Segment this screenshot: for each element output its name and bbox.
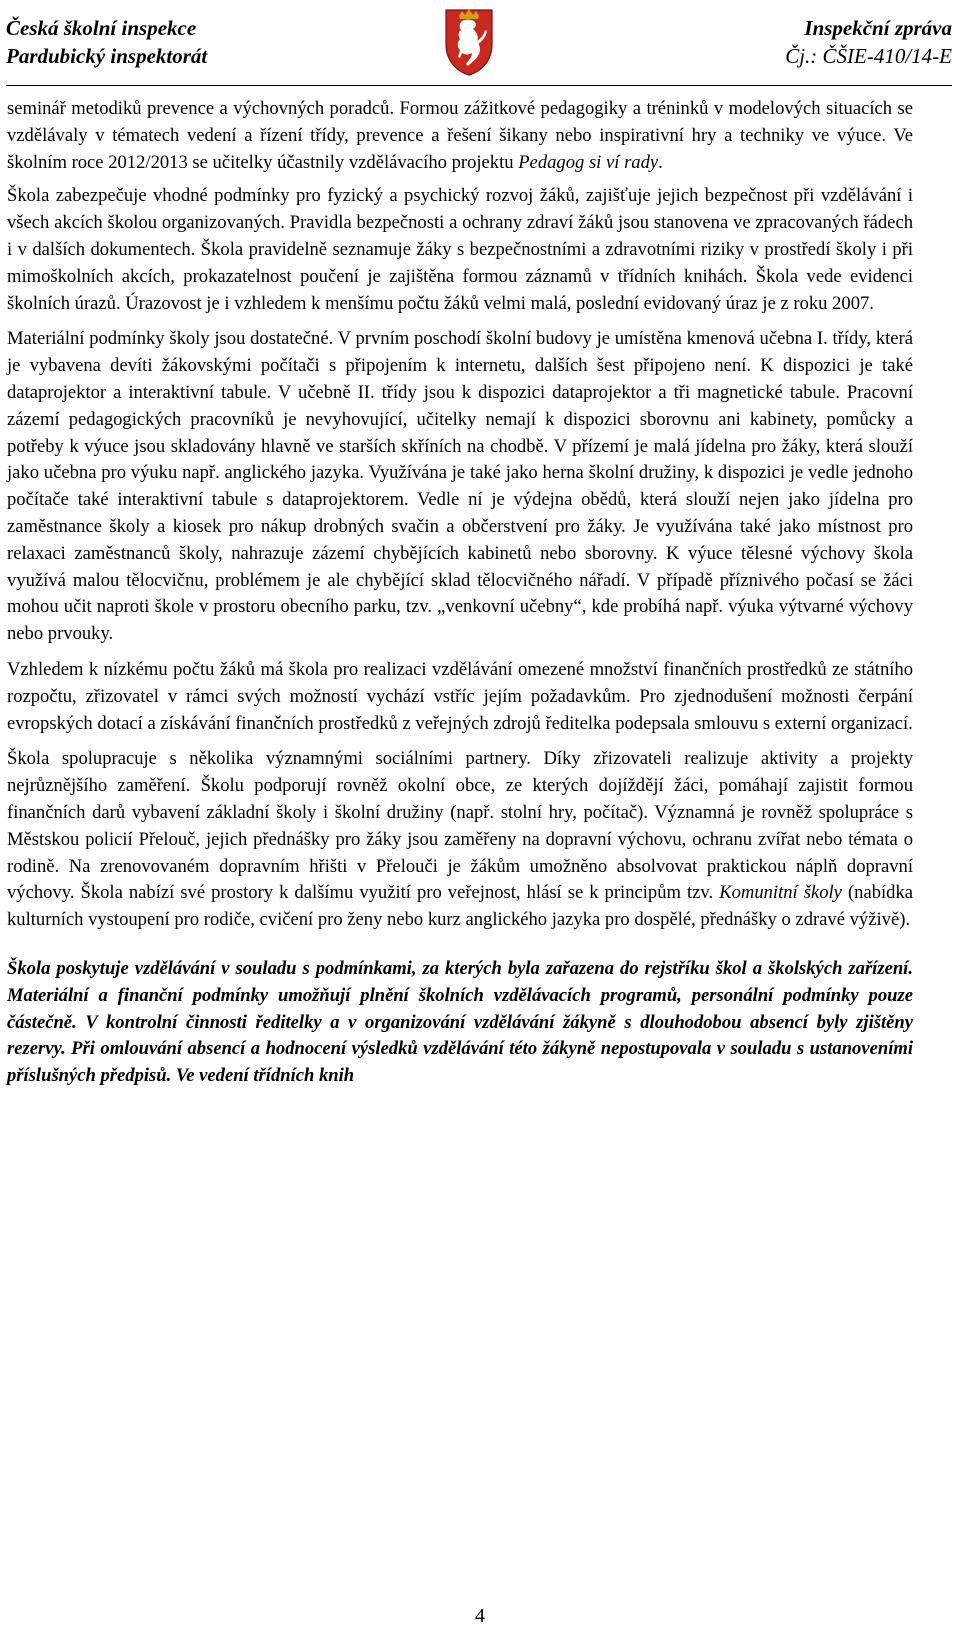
community-school-term: Komunitní školy bbox=[719, 882, 842, 904]
paragraph-conclusion: Škola poskytuje vzdělávání v souladu s podmínkami, za kterých byla zařazena do rejstříku škol a školských zařízení. Materiální a finanční podmínky umožňují plnění školních vzdělávacích programů, personální podmínky pouze částečně. V kontrolní činnosti ředitelky a v organizování vzdělávání žákyně s dlouhodobou absencí byly zjištěny rezervy. Při omlouvání absencí a hodnocení výsledků vzdělávání této žákyně nepostupovala v souladu s ustanoveními příslušných předpisů. Ve vedení třídních knih bbox=[7, 957, 913, 1087]
paragraph-text: Škola spolupracuje s několika významnými sociálními partnery. Díky zřizovateli realizuje aktivity a projekty nejrůznějšího zaměření. Školu podporují rovněž okolní obce, ze kterých dojíždějí žáci, pomáhají zajistit formou finančních darů vybavení základní školy i školní družiny (např. stolní hry, počítač). Významná je rovněž spolupráce s Městskou policií Přelouč, jejich přednášky pro žáky jsou zaměřeny na dopravní výchovu, ochranu zvířat nebo témata o rodině. Na zrenovovaném dopravním hřišti v Přelouči je žákům umožněno absolvovat praktickou náplň dopravní výchovy. Škola nabízí své prostory k dalšímu využití pro veřejnost, hlásí se k principům tzv. bbox=[7, 748, 913, 904]
header-left bbox=[6, 14, 207, 70]
paragraph-safety: Škola zabezpečuje vhodné podmínky pro fyzický a psychický rozvoj žáků, zajišťuje jejich bezpečnost při vzdělávání i všech akcích školou organizovaných. Pravidla bezpečnosti a ochrany zdraví žáků jsou stanovena ve zpracovaných řádech i v dalších dokumentech. Škola pravidelně seznamuje žáky s bezpečnostními a zdravotními riziky v prostředí školy i při mimoškolních akcích, prokazatelnost poučení je zajištěna formou záznamů v třídních knihách. Škola vede evidenci školních úrazů. Úrazovost je i vzhledem k menšímu počtu žáků velmi malá, poslední evidovaný úraz je z roku 2007. bbox=[7, 185, 913, 314]
page-number: 4 bbox=[475, 1605, 485, 1627]
project-name: Pedagog si ví rady bbox=[518, 151, 659, 173]
paragraph-partners bbox=[7, 746, 913, 934]
institution-name: Česká školní inspekce bbox=[6, 16, 197, 40]
report-body bbox=[7, 96, 913, 1099]
paragraph-text-end: (nabídka kulturních vystoupení pro rodiče, cvičení pro ženy nebo kurz anglického jazyka pro dospělé, přednášky o zdravé výživě). bbox=[7, 882, 914, 931]
czech-lion-coat-of-arms-icon bbox=[444, 4, 494, 76]
page-header bbox=[0, 0, 960, 84]
paragraph-material-conditions: Materiální podmínky školy jsou dostatečné. V prvním poschodí školní budovy je umístěna kmenová učebna I. třídy, která je vybavena devíti žákovskými počítači s připojením k internetu, dalších šest připojeno není. K dispozici je také dataprojektor a interaktivní tabule. V učebně II. třídy jsou k dispozici dataprojektor a tři magnetické tabule. Pracovní zázemí pedagogických pracovníků je nevyhovující, učitelky nemají k dispozici sborovnu ani kabinety, pomůcky a potřeby k výuce jsou skladovány hlavně ve starších skříních na chodbě. V přízemí je malá jídelna pro žáky, která slouží jako učebna pro výuku např. anglického jazyka. Využívána je také jako herna školní družiny, k dispozici je vedle jednoho počítače také interaktivní tabule s dataprojektorem. Vedle ní je výdejna obědů, která slouží nejen jako jídelna pro zaměstnance školy a kiosek pro nákup drobných svačin a občerstvení pro žáky. Je využívána také jako místnost pro relaxaci zaměstnanců školy, nahrazuje zázemí chybějících kabinetů nebo sborovny. K výuce tělesné výchovy škola využívá malou tělocvičnu, problémem je ale chybějící sklad tělocvičného nářadí. V případě příznivého počasí se žáci mohou učit naproti škole v prostoru obecního parku, tzv. „venkovní učebny“, kde probíhá např. výuka výtvarné výchovy nebo prvouky. bbox=[7, 328, 913, 645]
paragraph-staff-training bbox=[7, 96, 913, 176]
inspectorate-name: Pardubický inspektorát bbox=[6, 44, 208, 68]
paragraph-financial-conditions: Vzhledem k nízkému počtu žáků má škola pro realizaci vzdělávání omezené množství finančních prostředků ze státního rozpočtu, zřizovatel v rámci svých možností vychází vstříc jejím požadavkům. Pro zjednodušení možnosti čerpání evropských dotací a získávání finančních prostředků z veřejných zdrojů ředitelka podepsala smlouvu s externí organizací. bbox=[7, 658, 913, 734]
reference-number: Čj.: ČŠIE-410/14-E bbox=[785, 44, 952, 68]
paragraph-text-end: . bbox=[658, 151, 663, 173]
header-divider bbox=[6, 85, 952, 86]
paragraph-text: seminář metodiků prevence a výchovných poradců. Formou zážitkové pedagogiky a tréninků v modelových situacích se vzdělávaly v tématech vedení a řízení třídy, prevence a řešení šikany nebo inspirativní hry a techniky ve výuce. Ve školním roce 2012/2013 se učitelky účastnily vzdělávacího projektu bbox=[7, 98, 913, 173]
report-title: Inspekční zpráva bbox=[804, 16, 952, 40]
header-right bbox=[785, 14, 952, 70]
